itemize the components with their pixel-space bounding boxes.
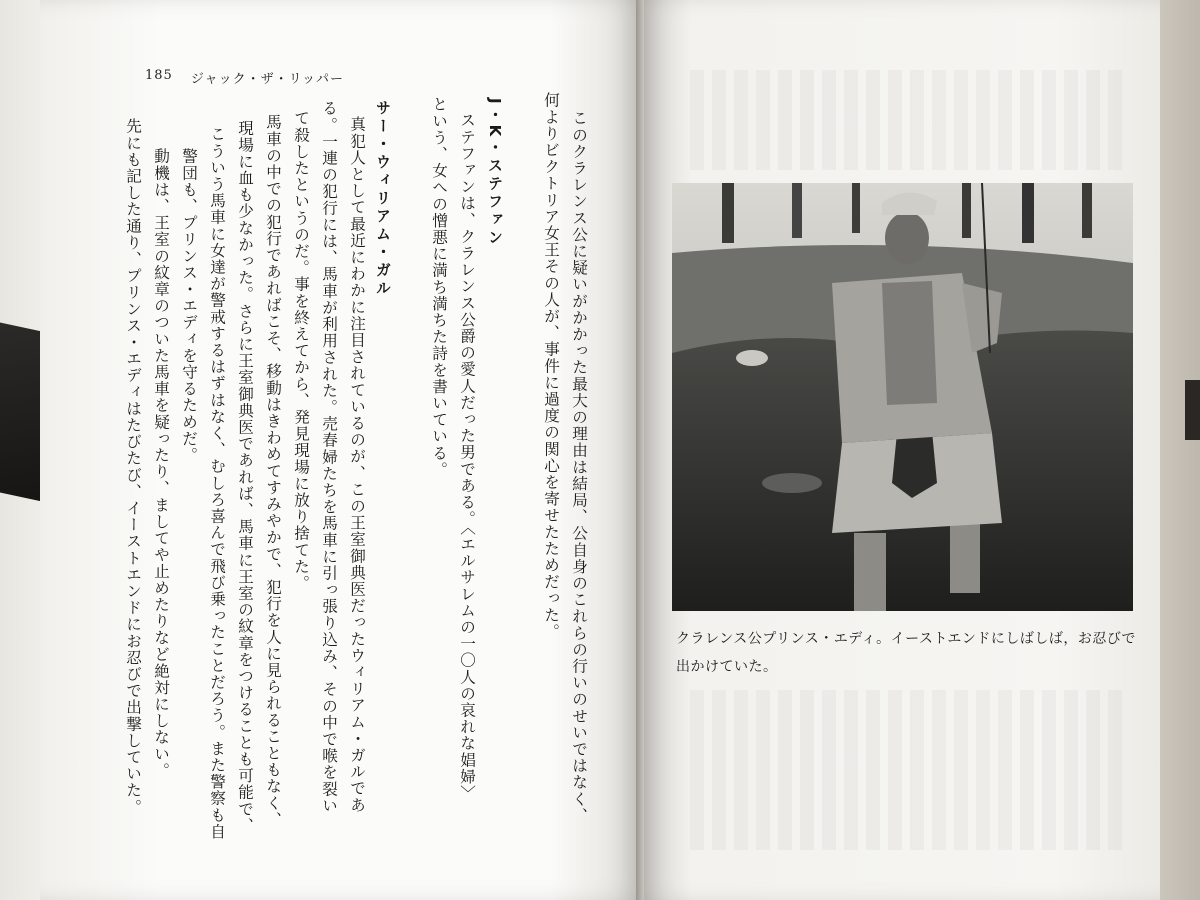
bleed-through-text bbox=[690, 690, 1130, 850]
section-heading: J・K・ステファン bbox=[486, 98, 504, 248]
bleed-through-text bbox=[690, 70, 1130, 170]
text-column: 真犯人として最近にわかに注目されているのが、この王室御典医だったウィリアム・ガルであ bbox=[348, 116, 366, 814]
background-right-object bbox=[1185, 380, 1200, 440]
text-column: 警団も、プリンス・エディを守るためだ。 bbox=[180, 148, 198, 464]
photo-caption: クラレンス公プリンス・エディ。イーストエンドにしばしば，お忍びで出かけていた。 bbox=[676, 631, 1136, 675]
text-column: 動機は、王室の紋章のついた馬車を疑ったり、ましてや止めたりなど絶対にしない。 bbox=[152, 148, 170, 779]
text-column: このクラレンス公に疑いがかかった最大の理由は結局、公自身のこれらの行いのせいではなく、 bbox=[570, 110, 588, 824]
section-heading: サー・ウィリアム・ガル bbox=[374, 100, 392, 298]
text-column: という、女への憎悪に満ち満ちた詩を書いている。 bbox=[430, 96, 448, 478]
text-column: 現場に血も少なかった。さらに王室御典医であれば、馬車に王室の紋章をつけることも可能で、 bbox=[236, 120, 254, 834]
page-number: 185 bbox=[145, 68, 173, 83]
text-column: 先にも記した通り、プリンス・エディはたびたび、イーストエンドにお忍びで出撃していた。 bbox=[124, 118, 142, 816]
running-head-title: ジャック・ザ・リッパー bbox=[190, 72, 345, 87]
text-column: ステファンは、クラレンス公爵の愛人だった男である。〈エルサレムの一〇人の哀れな娼婦〉 bbox=[458, 112, 476, 802]
text-column: る。一連の犯行には、馬車が利用された。売春婦たちを馬車に引っ張り込み、その中で喉を裂い bbox=[320, 100, 338, 814]
text-column: て殺したというのだ。事を終えてから、発見現場に放り捨てた。 bbox=[292, 110, 310, 592]
book-gutter bbox=[636, 0, 644, 900]
text-column: こういう馬車に女達が警戒するはずはなく、むしろ喜んで飛び乗ったことだろう。また警察も自 bbox=[208, 126, 226, 840]
running-header bbox=[145, 68, 344, 87]
text-column: 馬車の中での犯行であればこそ、移動はきわめてすみやかで、犯行を人に見られることもなく、 bbox=[264, 114, 282, 828]
text-column: 何よりビクトリア女王その人が、事件に過度の関心を寄せたためだった。 bbox=[542, 92, 560, 640]
portrait-photograph bbox=[672, 183, 1133, 611]
